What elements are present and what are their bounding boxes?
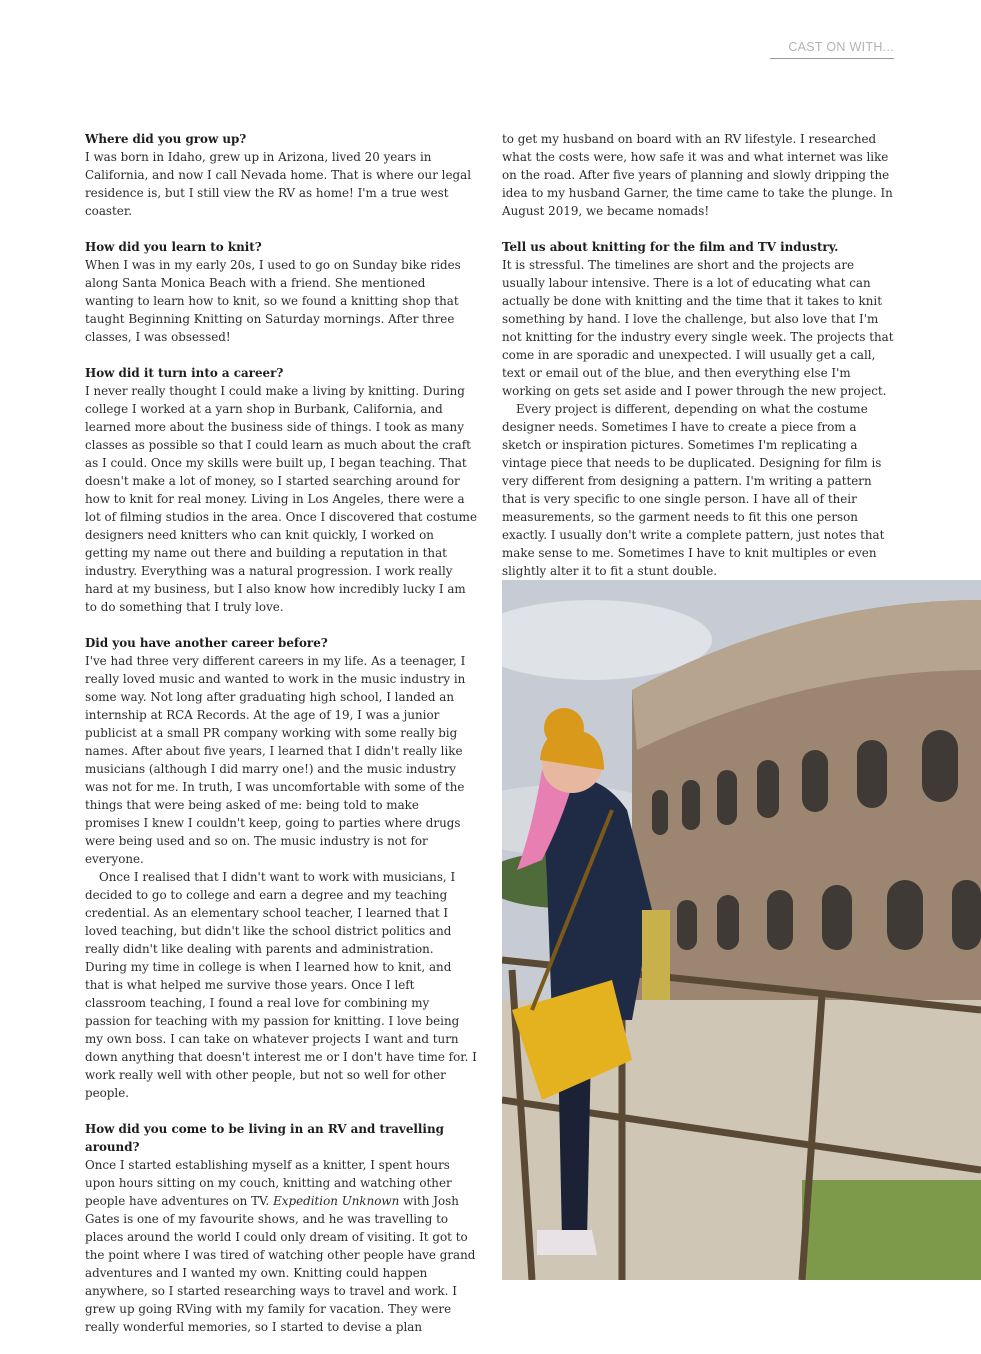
answer-paragraph: I was born in Idaho, grew up in Arizona, lived 20 years in California, and now I call Nevada home. That is where our legal residence is, but I still view the RV as home! I'm a true west coaster. xyxy=(85,150,472,218)
qa-section xyxy=(85,364,477,616)
answer-paragraph: When I was in my early 20s, I used to go on Sunday bike rides along Santa Monica Beach with a friend. She mentioned wanting to learn how to knit, so we found a knitting shop that taught Beginning Knitting on Saturday mornings. After three classes, I was obsessed! xyxy=(85,258,461,344)
arch xyxy=(717,895,739,950)
left-column xyxy=(85,130,477,1354)
answer-paragraph: Once I realised that I didn't want to work with musicians, I decided to go to college and earn a degree and my teaching credential. As an elementary school teacher, I learned that I loved teaching, but didn't like the school district politics and really didn't like dealing with parents and administration. During my time in college is when I learned how to knit, and that is what helped me survive those years. Once I left classroom teaching, I found a real love for combining my passion for teaching with my passion for knitting. I love being my own boss. I can take on whatever projects I want and turn down anything that doesn't interest me or I don't have time for. I work really well with other people, but not so well for other people. xyxy=(85,870,477,1100)
arch xyxy=(802,750,828,812)
qa-section xyxy=(85,130,477,220)
grass xyxy=(802,1180,981,1280)
show-title: Expedition Unknown xyxy=(273,1194,400,1208)
arch xyxy=(857,740,887,808)
arch xyxy=(652,790,668,835)
arch xyxy=(757,760,779,818)
answer-text: Once I started establishing myself as a knitter, I spent hours upon hours sitting on my couch, knitting and watching other people have adventures on TV. xyxy=(85,1158,452,1208)
answer-paragraph: Every project is different, depending on what the costume designer needs. Sometimes I have to create a piece from a sketch or inspiration pictures. Sometimes I'm replicating a vintage piece that needs to be duplicated. Designing for film is very different from designing a pattern. I'm writing a pattern that is very specific to one single person. I have all of their measurements, so the garment needs to fit this one person exactly. I usually don't write a complete pattern, just notes that make sense to me. Sometimes I have to knit multiples or even slightly alter it to fit a stunt double. xyxy=(502,402,885,578)
continued-answer xyxy=(502,130,896,220)
arch xyxy=(677,900,697,950)
question-heading: How did you learn to knit? xyxy=(85,240,262,254)
hat-pompom xyxy=(544,708,584,748)
arch xyxy=(922,730,958,802)
running-head: CAST ON WITH... xyxy=(770,40,894,59)
colosseum-photo xyxy=(502,580,981,1280)
answer-text: with Josh Gates is one of my favourite shows, and he was travelling to places around the world I could only dream of visiting. It got to the point where I was tired of watching other people have grand adventures and I wanted my own. Knitting could happen anywhere, so I started researching ways to travel and work. I grew up going RVing with my family for vacation. They were really wonderful memories, so I started to devise a plan xyxy=(85,1194,476,1334)
arch xyxy=(952,880,981,950)
answer-paragraph: It is stressful. The timelines are short and the projects are usually labour intensive. There is a lot of educating what can actually be done with knitting and the time that it takes to knit something by hand. I love the challenge, but also love that I'm not knitting for the industry every single week. The projects that come in are sporadic and unexpected. I will usually get a call, text or email out of the blue, and then everything else I'm working on gets set aside and I power through the new project. xyxy=(502,258,894,398)
qa-section xyxy=(502,238,896,580)
photo-illustration xyxy=(502,580,981,1280)
arch xyxy=(767,890,793,950)
question-heading: How did you come to be living in an RV and travelling around? xyxy=(85,1122,444,1154)
right-column xyxy=(502,130,896,598)
qa-section xyxy=(85,238,477,346)
arch xyxy=(887,880,923,950)
answer-paragraph xyxy=(85,1156,477,1336)
arch xyxy=(822,885,852,950)
knitting xyxy=(642,910,670,1000)
arch xyxy=(682,780,700,830)
question-heading: How did it turn into a career? xyxy=(85,366,284,380)
answer-paragraph: to get my husband on board with an RV lifestyle. I researched what the costs were, how safe it was and what internet was like on the road. After five years of planning and slowly dripping the idea to my husband Garner, the time came to take the plunge. In August 2019, we became nomads! xyxy=(502,132,893,218)
question-heading: Did you have another career before? xyxy=(85,636,328,650)
qa-section xyxy=(85,1120,477,1336)
arch xyxy=(717,770,737,825)
answer-paragraph: I've had three very different careers in my life. As a teenager, I really loved music and wanted to work in the music industry in some way. Not long after graduating high school, I landed an internship at RCA Records. At the age of 19, I was a junior publicist at a small PR company working with some really big names. After about five years, I learned that I didn't really like musicians (although I did marry one!) and the music industry was not for me. In truth, I was uncomfortable with some of the things that were being asked of me: being told to make promises I knew I couldn't keep, going to parties where drugs were being used and so on. The music industry is not for everyone. xyxy=(85,654,466,866)
question-heading: Where did you grow up? xyxy=(85,132,247,146)
question-heading: Tell us about knitting for the film and TV industry. xyxy=(502,240,839,254)
answer-paragraph: I never really thought I could make a living by knitting. During college I worked at a yarn shop in Burbank, California, and learned more about the business side of things. I took as many classes as possible so that I could learn as much about the craft as I could. Once my skills were built up, I began teaching. That doesn't make a lot of money, so I started searching around for how to knit for real money. Living in Los Angeles, there were a lot of filming studios in the area. Once I discovered that costume designers need knitters who can knit quickly, I worked on getting my name out there and building a reputation in that industry. Everything was a natural progression. I work really hard at my business, but I also know how incredibly lucky I am to do something that I truly love. xyxy=(85,384,477,614)
qa-section xyxy=(85,634,477,1102)
shoes xyxy=(537,1230,597,1255)
